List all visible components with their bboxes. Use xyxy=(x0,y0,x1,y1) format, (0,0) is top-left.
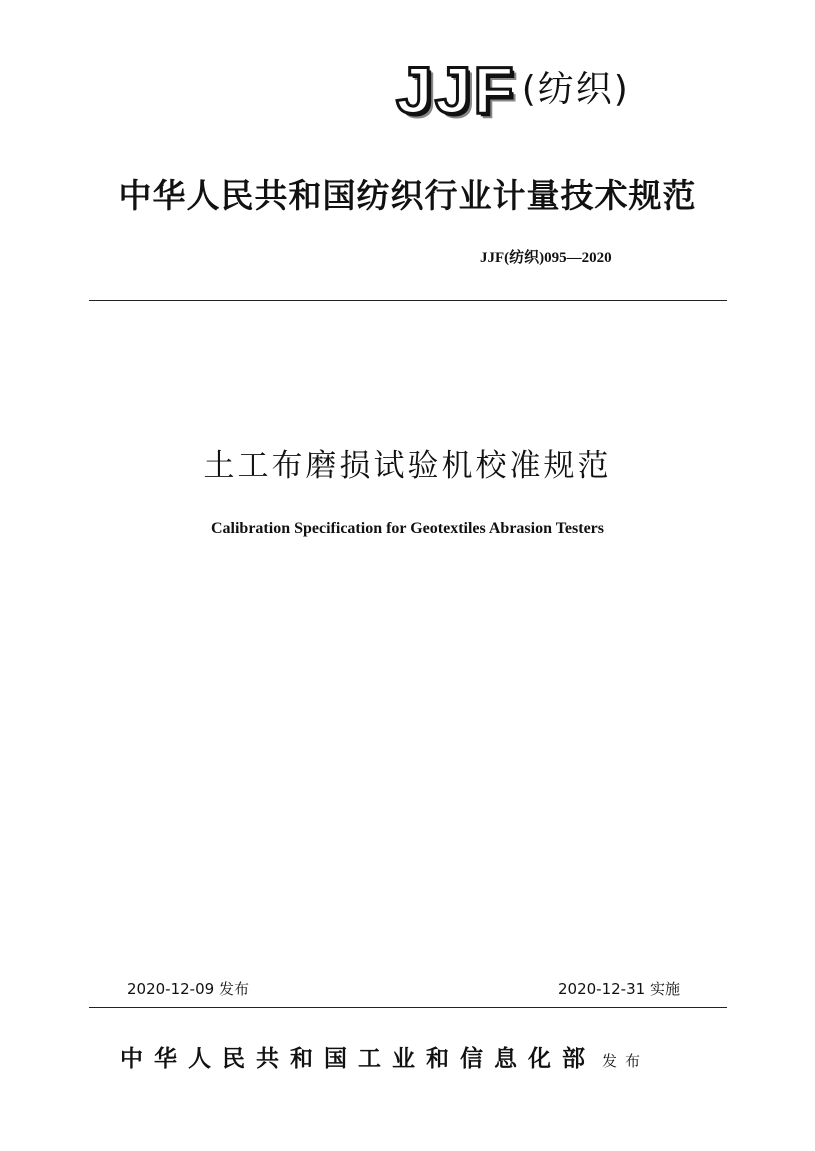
jjf-logo-mark: JJF xyxy=(396,53,516,127)
publisher xyxy=(120,1040,648,1073)
document-title-zh: 土工布磨损试验机校准规范 xyxy=(203,448,612,484)
standard-number: JJF(纺织)095—2020 xyxy=(480,250,612,266)
jjf-logo xyxy=(396,53,630,127)
publisher-name: 中华人民共和国工业和信息化部 xyxy=(120,1045,596,1072)
publisher-suffix: 发布 xyxy=(602,1052,649,1070)
implementation-date: 2020-12-31 实施 xyxy=(558,980,680,998)
document-title-en: Calibration Specification for Geotextiles Abrasion Testers xyxy=(210,520,604,537)
top-divider xyxy=(89,300,727,301)
standard-category-title: 中华人民共和国纺织行业计量技术规范 xyxy=(118,176,697,215)
logo-suffix: (纺织) xyxy=(521,69,630,110)
issue-date: 2020-12-09 发布 xyxy=(127,980,249,998)
bottom-divider xyxy=(89,1007,727,1008)
